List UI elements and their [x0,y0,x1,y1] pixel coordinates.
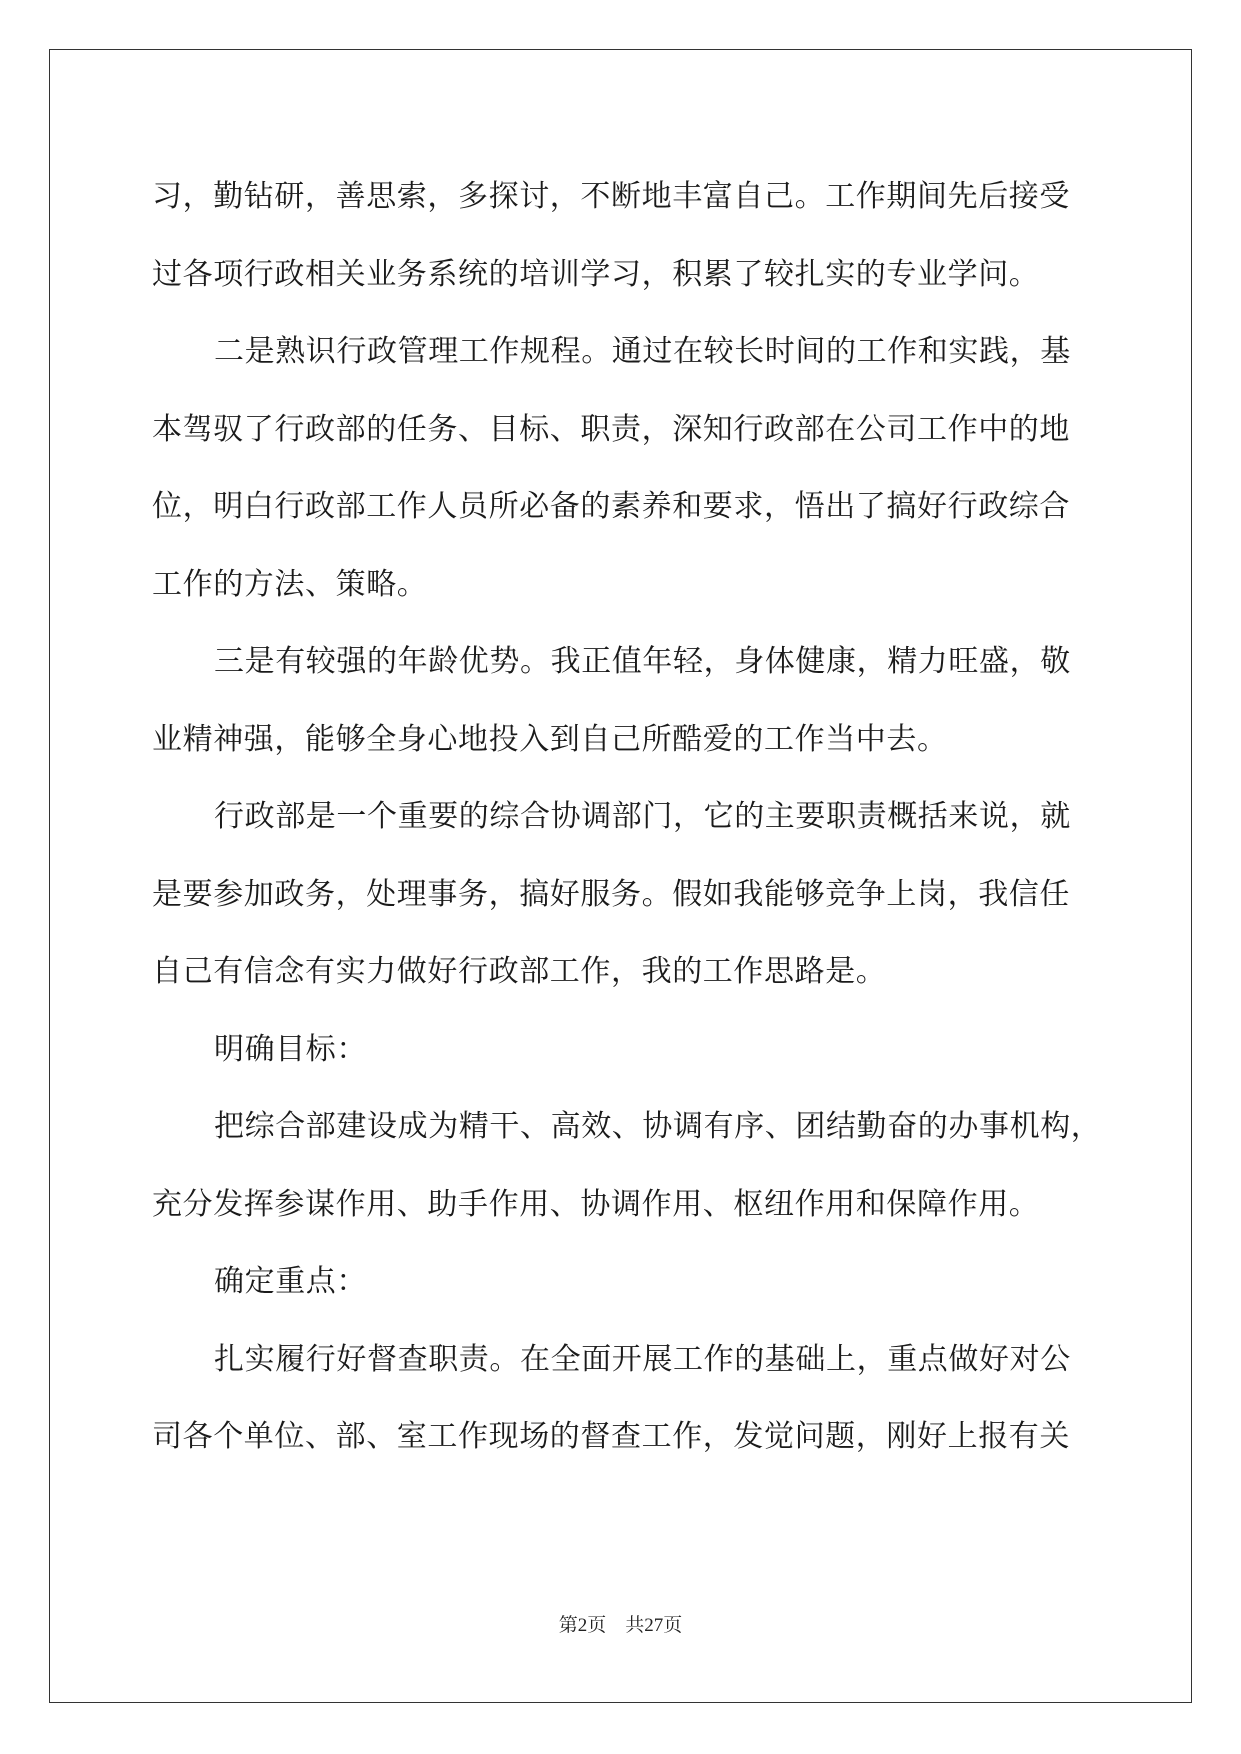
paragraph-line: 行政部是一个重要的综合协调部门，它的主要职责概括来说，就 [214,799,1071,834]
paragraph-line: 把综合部建设成为精干、高效、协调有序、团结勤奋的办事机构， [214,1109,1102,1144]
text-line: 位，明白行政部工作人员所必备的素养和要求，悟出了搞好行政综合 [152,489,1070,524]
section-heading: 确定重点： [214,1264,367,1299]
paragraph-line: 二是熟识行政管理工作规程。通过在较长时间的工作和实践，基 [214,334,1071,369]
paragraph-line: 扎实履行好督查职责。在全面开展工作的基础上，重点做好对公 [214,1341,1071,1377]
text-line: 自己有信念有实力做好行政部工作，我的工作思路是。 [152,954,887,989]
text-line: 司各个单位、部、室工作现场的督查工作，发觉问题，刚好上报有关 [152,1419,1070,1454]
text-line: 工作的方法、策略。 [152,566,428,602]
text-line: 过各项行政相关业务系统的培训学习，积累了较扎实的专业学问。 [152,256,1040,292]
text-line: 是要参加政务，处理事务，搞好服务。假如我能够竞争上岗，我信任 [152,876,1070,912]
document-body [152,158,1102,1476]
text-line: 习，勤钻研，善思索，多探讨，不断地丰富自己。工作期间先后接受 [152,179,1070,214]
page-number: 第2页 共27页 [558,1615,683,1636]
text-line: 充分发挥参谋作用、助手作用、协调作用、枢纽作用和保障作用。 [152,1186,1040,1222]
section-heading: 明确目标： [214,1031,367,1067]
paragraph-line: 三是有较强的年龄优势。我正值年轻，身体健康，精力旺盛，敬 [214,644,1071,679]
text-line: 业精神强，能够全身心地投入到自己所酷爱的工作当中去。 [152,721,948,757]
text-line: 本驾驭了行政部的任务、目标、职责，深知行政部在公司工作中的地 [152,411,1070,447]
